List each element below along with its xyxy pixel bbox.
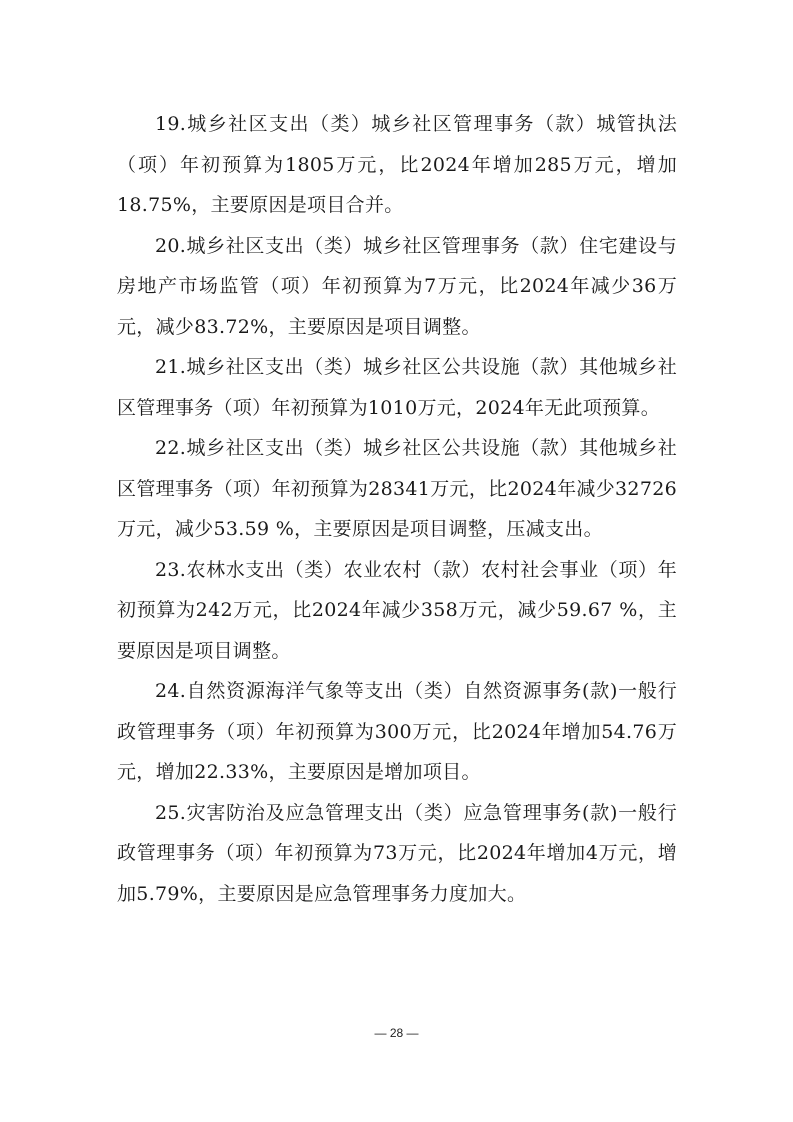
paragraph-21: 21.城乡社区支出（类）城乡社区公共设施（款）其他城乡社区管理事务（项）年初预算为1010万元，2024年无此项预算。 bbox=[117, 356, 677, 419]
paragraph-25: 25.灾害防治及应急管理支出（类）应急管理事务(款)一般行政管理事务（项）年初预算为73万元，比2024年增加4万元，增加5.79%，主要原因是应急管理事务力度加大。 bbox=[117, 801, 677, 905]
paragraph-20: 20.城乡社区支出（类）城乡社区管理事务（款）住宅建设与房地产市场监管（项）年初预算为7万元，比2024年减少36万元，减少83.72%，主要原因是项目调整。 bbox=[117, 234, 677, 338]
paragraph-24: 24.自然资源海洋气象等支出（类）自然资源事务(款)一般行政管理事务（项）年初预算为300万元，比2024年增加54.76万元，增加22.33%，主要原因是增加项目。 bbox=[117, 680, 677, 783]
document-body bbox=[117, 104, 677, 914]
paragraph-22: 22.城乡社区支出（类）城乡社区公共设施（款）其他城乡社区管理事务（项）年初预算为28341万元，比2024年减少32726万元，减少53.59 %，主要原因是项目调整，压减支出。 bbox=[117, 437, 677, 540]
paragraph-19: 19.城乡社区支出（类）城乡社区管理事务（款）城管执法（项）年初预算为1805万元，比2024年增加285万元，增加18.75%，主要原因是项目合并。 bbox=[117, 113, 677, 216]
page-number: — 28 — bbox=[374, 1026, 419, 1040]
paragraph-23: 23.农林水支出（类）农业农村（款）农村社会事业（项）年初预算为242万元，比2024年减少358万元，减少59.67 %，主要原因是项目调整。 bbox=[117, 558, 677, 662]
